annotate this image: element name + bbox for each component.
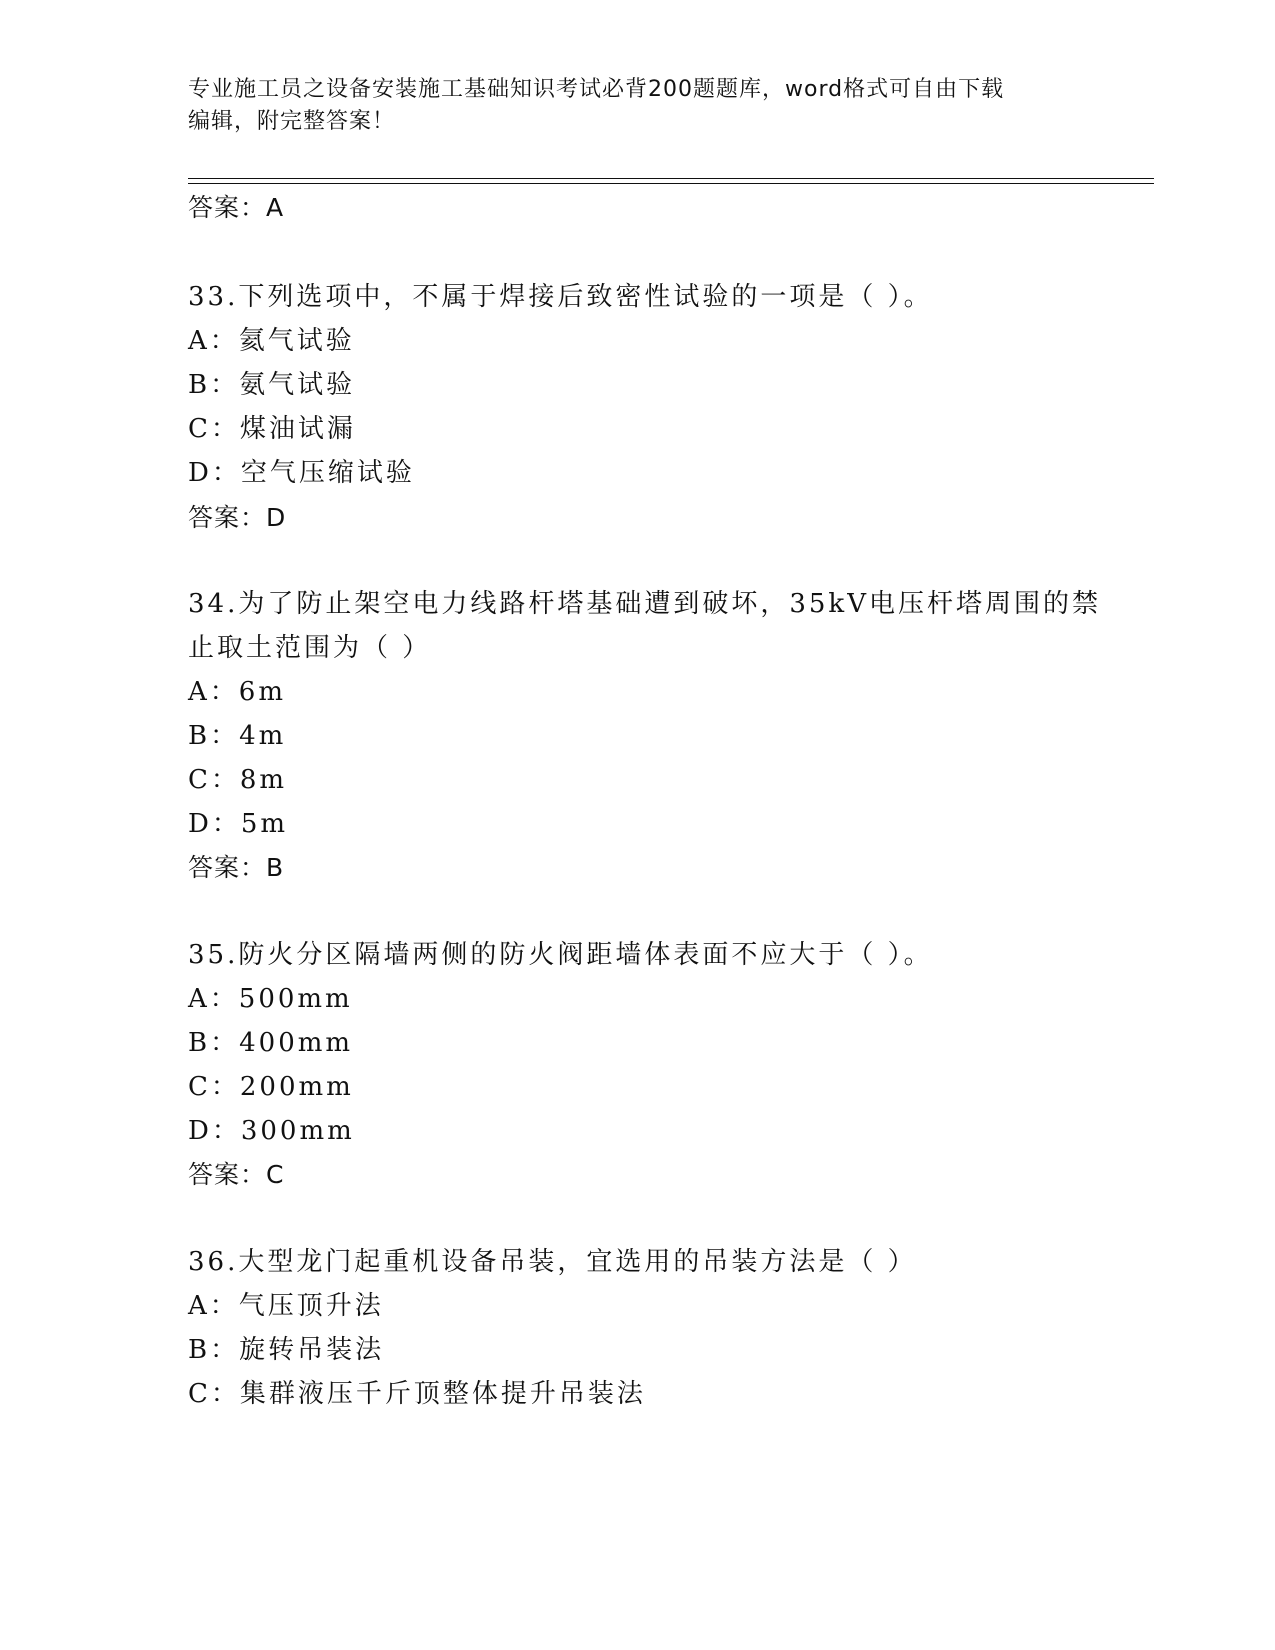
question-35-text: 35.防火分区隔墙两侧的防火阀距墙体表面不应大于（ ）。 (188, 940, 933, 970)
previous-answer: 答案：A (188, 193, 285, 222)
question-35-answer: 答案：C (188, 1160, 285, 1189)
question-33-option-a: A：氦气试验 (188, 326, 355, 356)
header-divider-bottom (188, 183, 1154, 184)
question-34-text-line-2: 止取土范围为（ ） (188, 633, 432, 663)
question-35-option-a: A：500mm (188, 984, 353, 1014)
question-36-option-c: C：集群液压千斤顶整体提升吊装法 (188, 1379, 646, 1409)
question-33-answer: 答案：D (188, 503, 287, 532)
question-33-option-c: C：煤油试漏 (188, 414, 356, 444)
document-header (188, 74, 1068, 138)
header-title-line-1: 专业施工员之设备安装施工基础知识考试必背200题题库，word格式可自由下载 (188, 77, 1005, 102)
question-35-option-c: C：200mm (188, 1072, 354, 1102)
question-36-text: 36.大型龙门起重机设备吊装，宜选用的吊装方法是（ ） (188, 1247, 917, 1277)
question-33-text: 33.下列选项中，不属于焊接后致密性试验的一项是（ ）。 (188, 282, 933, 312)
question-34-option-c: C：8m (188, 765, 288, 795)
question-34-text-line-1: 34.为了防止架空电力线路杆塔基础遭到破坏，35kV电压杆塔周围的禁 (188, 589, 1101, 619)
question-35-option-d: D：300mm (188, 1116, 355, 1146)
question-35-option-b: B：400mm (188, 1028, 354, 1058)
question-34-option-b: B：4m (188, 721, 287, 751)
question-36-option-b: B：旋转吊装法 (188, 1335, 385, 1365)
question-34-answer: 答案：B (188, 853, 285, 882)
question-33-option-d: D：空气压缩试验 (188, 458, 415, 488)
question-36-option-a: A：气压顶升法 (188, 1291, 384, 1321)
question-33-option-b: B：氨气试验 (188, 370, 356, 400)
header-divider-top (188, 178, 1154, 179)
question-34-option-a: A：6m (188, 677, 286, 707)
question-34-option-d: D：5m (188, 809, 289, 839)
header-title-line-2: 编辑，附完整答案！ (188, 109, 396, 134)
